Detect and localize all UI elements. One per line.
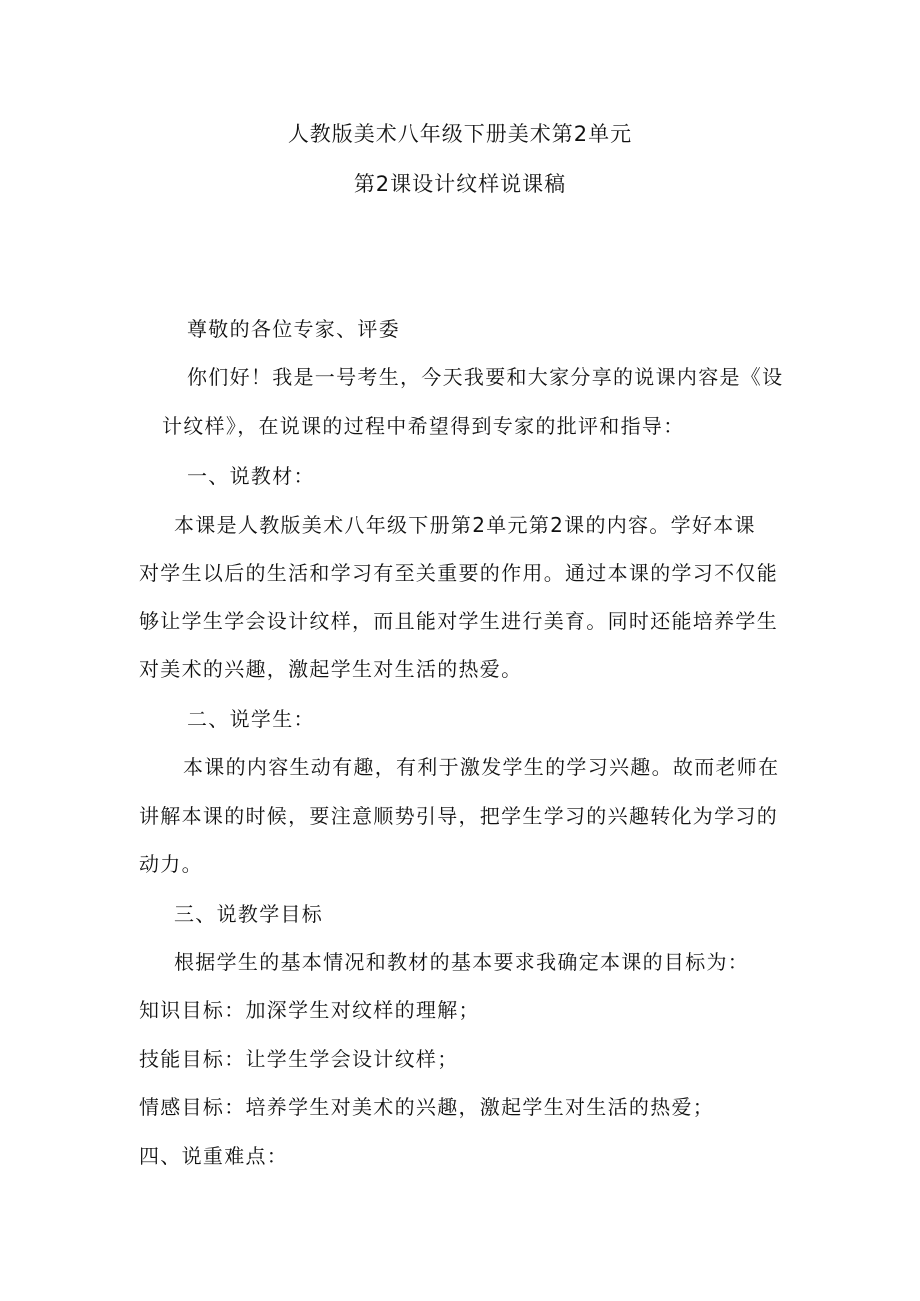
section-1-line-1: 本课是人教版美术八年级下册第2单元第2课的内容。学好本课 bbox=[174, 513, 756, 537]
section-1-line-4: 对美术的兴趣，激起学生对生活的热爱。 bbox=[139, 657, 523, 681]
section-3-line-3: 技能目标：让学生学会设计纹样； bbox=[139, 1047, 459, 1071]
section-2-line-3: 动力。 bbox=[139, 852, 203, 876]
intro-line-2: 计纹样》，在说课的过程中希望得到专家的批评和指导： bbox=[162, 414, 685, 438]
section-2-line-2: 讲解本课的时候，要注意顺势引导，把学生学习的兴趣转化为学习的 bbox=[139, 804, 778, 828]
section-2-line-1: 本课的内容生动有趣，有利于激发学生的学习兴趣。故而老师在 bbox=[183, 755, 780, 779]
section-1-heading: 一、说教材： bbox=[187, 464, 315, 488]
section-4-heading: 四、说重难点： bbox=[139, 1144, 289, 1168]
intro-line-1: 你们好！我是一号考生，今天我要和大家分享的说课内容是《设 bbox=[187, 365, 784, 389]
section-3-line-2: 知识目标：加深学生对纹样的理解； bbox=[139, 998, 480, 1022]
section-3-heading: 三、说教学目标 bbox=[174, 902, 324, 926]
section-3-line-4: 情感目标：培养学生对美术的兴趣，激起学生对生活的热爱； bbox=[139, 1095, 715, 1119]
section-2-heading: 二、说学生： bbox=[187, 707, 315, 731]
section-1-line-3: 够让学生学会设计纹样，而且能对学生进行美育。同时还能培养学生 bbox=[139, 609, 778, 633]
section-1-line-2: 对学生以后的生活和学习有至关重要的作用。通过本课的学习不仅能 bbox=[139, 561, 778, 585]
document-title: 人教版美术八年级下册美术第2单元 bbox=[287, 122, 633, 146]
section-3-line-1: 根据学生的基本情况和教材的基本要求我确定本课的目标为： bbox=[174, 950, 750, 974]
greeting-line: 尊敬的各位专家、评委 bbox=[187, 317, 400, 341]
document-subtitle: 第2课设计纹样说课稿 bbox=[353, 172, 567, 196]
